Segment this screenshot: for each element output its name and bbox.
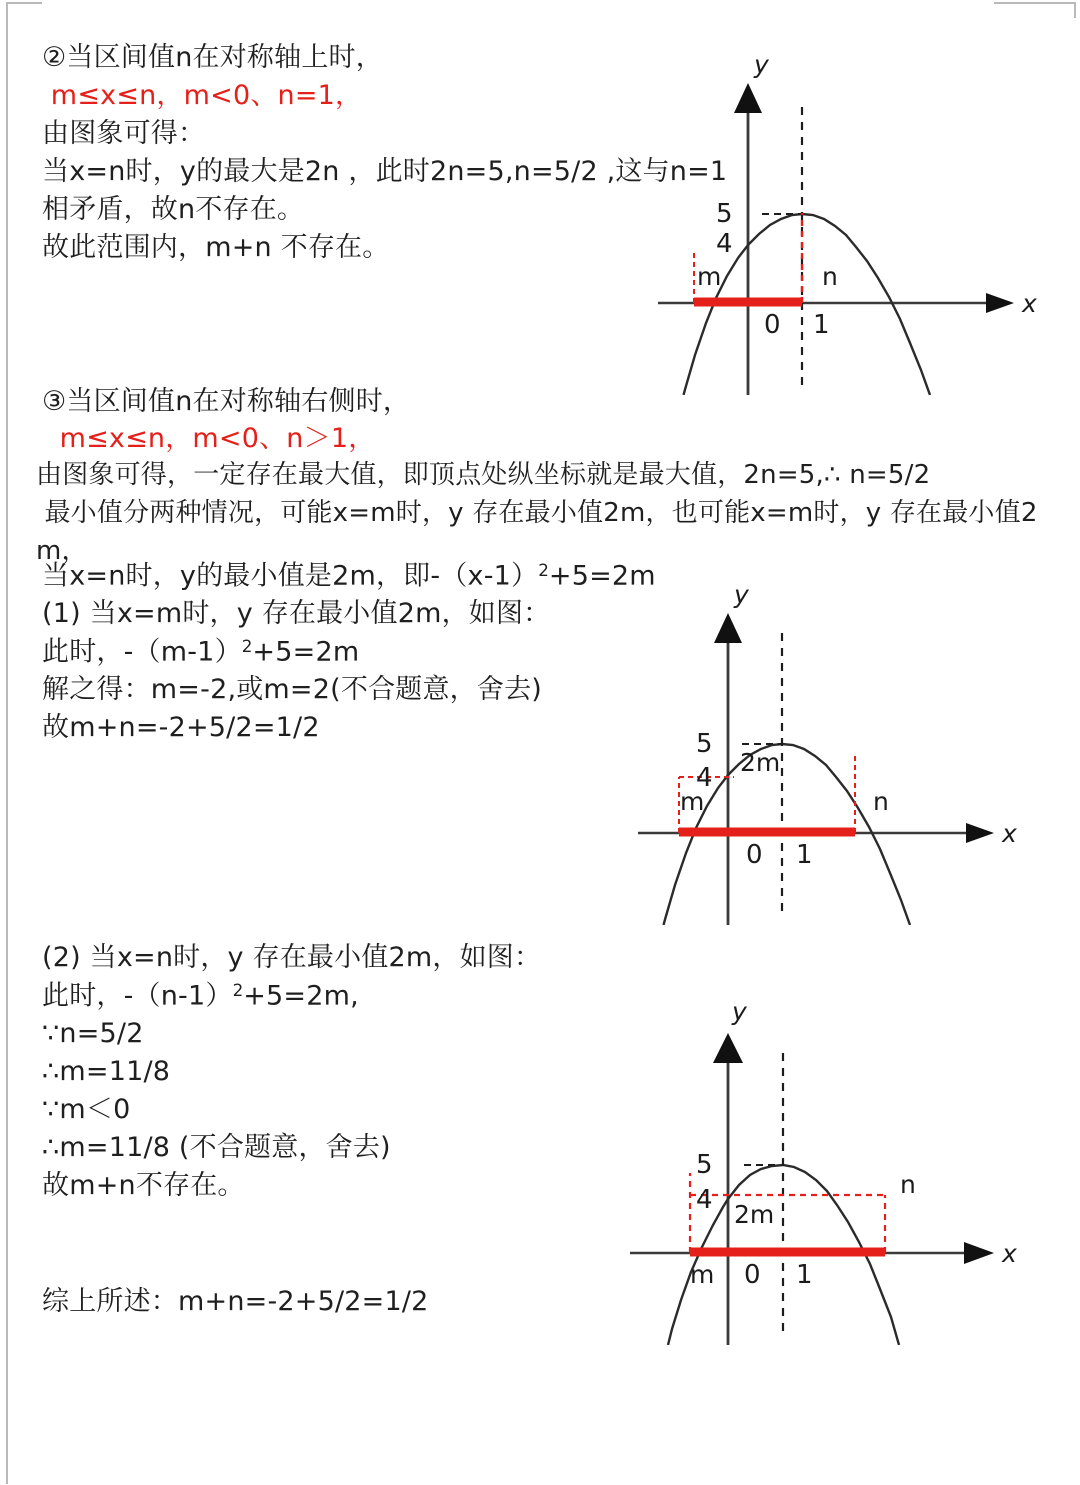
section2-line-1: ②当区间值n在对称轴上时， (42, 42, 383, 73)
case2-line-3: ∵n=5/2 (42, 1018, 144, 1049)
case2-line-7: 故m+n不存在。 (42, 1170, 245, 1201)
section2-line-3: 由图象可得： (42, 118, 206, 149)
case1-equation-line (42, 638, 359, 666)
section3-equation-exponent: 2 (538, 560, 549, 580)
y-axis (713, 1033, 743, 1345)
annotation-2m: 2m (740, 748, 781, 777)
x-axis-label: x (1022, 289, 1037, 318)
x-tick-0: 0 (746, 840, 763, 870)
section3-line-3: 由图象可得，一定存在最大值，即顶点处纵坐标就是最大值，2n=5,∴ n=5/2 (36, 460, 931, 490)
y-tick-5: 5 (696, 1150, 713, 1180)
section3-line-4: 最小值分两种情况，可能x=m时，y 存在最小值2m，也可能x=m时，y 存在最小值2 (36, 498, 1038, 528)
graph-case-3-2-svg (620, 995, 1030, 1345)
y-tick-5: 5 (696, 729, 713, 759)
graph-case-2 (650, 50, 1050, 395)
section3-equation-suffix: +5=2m (548, 560, 656, 592)
section3-equation-prefix: 当x=n时，y的最小值是2m，即-（x-1） (42, 560, 539, 592)
page-frame-left (6, 2, 42, 1484)
x-tick-1: 1 (796, 840, 813, 870)
case1-line-4: 故m+n=-2+5/2=1/2 (42, 712, 320, 743)
x-tick-1: 1 (813, 310, 830, 340)
graph-case-2-svg (650, 55, 1050, 395)
x-tick-1: 1 (796, 1260, 813, 1290)
case2-line-4: ∴m=11/8 (42, 1056, 171, 1087)
graph-case-3-2 (620, 995, 1030, 1345)
y-axis-label: y (754, 50, 769, 79)
annotation-2m: 2m (734, 1200, 775, 1229)
section2-line-2-condition: m≤x≤n，m<0、n=1， (42, 80, 363, 111)
case2-heading: (2) 当x=n时，y 存在最小值2m，如图： (42, 942, 542, 973)
graph-case-3-1-svg (630, 585, 1030, 925)
case2-line-6: ∴m=11/8 (不合题意，舍去) (42, 1132, 391, 1163)
x-tick-0: 0 (764, 310, 781, 340)
y-tick-4: 4 (696, 763, 713, 793)
y-axis (714, 613, 742, 925)
case2-equation-exponent: 2 (232, 980, 244, 1000)
annotation-n: n (873, 787, 889, 816)
y-axis (734, 83, 762, 395)
section3-line-2-condition: m≤x≤n，m<0、n＞1， (42, 423, 376, 454)
y-axis-label: y (732, 997, 747, 1026)
x-axis-label: x (1002, 819, 1017, 848)
y-axis-label: y (734, 580, 749, 609)
section2-line-6: 故此范围内，m+n 不存在。 (42, 232, 390, 263)
case2-equation-suffix: +5=2m, (243, 980, 359, 1012)
section2-line-5: 相矛盾，故n不存在。 (42, 194, 305, 225)
case1-equation-prefix: 此时，-（m-1） (42, 636, 242, 668)
case1-equation-suffix: +5=2m (252, 636, 360, 668)
page-frame-right (994, 2, 1076, 18)
case1-heading: (1) 当x=m时，y 存在最小值2m，如图： (42, 598, 551, 629)
y-tick-5: 5 (716, 199, 733, 229)
case1-equation-exponent: 2 (241, 636, 253, 656)
case2-equation-line (42, 982, 359, 1010)
annotation-m: m (697, 262, 722, 291)
annotation-n: n (900, 1170, 916, 1199)
section2-line-4: 当x=n时，y的最大是2n ，此时2n=5,n=5/2 ,这与n=1 (42, 156, 728, 187)
y-tick-4: 4 (696, 1185, 713, 1215)
annotation-n: n (822, 262, 838, 291)
x-tick-0: 0 (744, 1260, 761, 1290)
section3-equation-line (42, 562, 656, 590)
annotation-m: m (680, 787, 705, 816)
case2-line-5: ∵m＜0 (42, 1094, 131, 1125)
x-axis-label: x (1002, 1239, 1017, 1268)
conclusion-line: 综上所述：m+n=-2+5/2=1/2 (42, 1286, 429, 1317)
graph-case-3-1 (630, 580, 1030, 925)
section3-line-1: ③当区间值n在对称轴右侧时， (42, 386, 411, 417)
case2-equation-prefix: 此时，-（n-1） (42, 980, 233, 1012)
y-tick-4: 4 (716, 229, 733, 259)
annotation-m: m (690, 1260, 715, 1289)
section3-line-5: m， (36, 536, 88, 566)
case1-line-3: 解之得：m=-2,或m=2(不合题意，舍去) (42, 674, 542, 705)
